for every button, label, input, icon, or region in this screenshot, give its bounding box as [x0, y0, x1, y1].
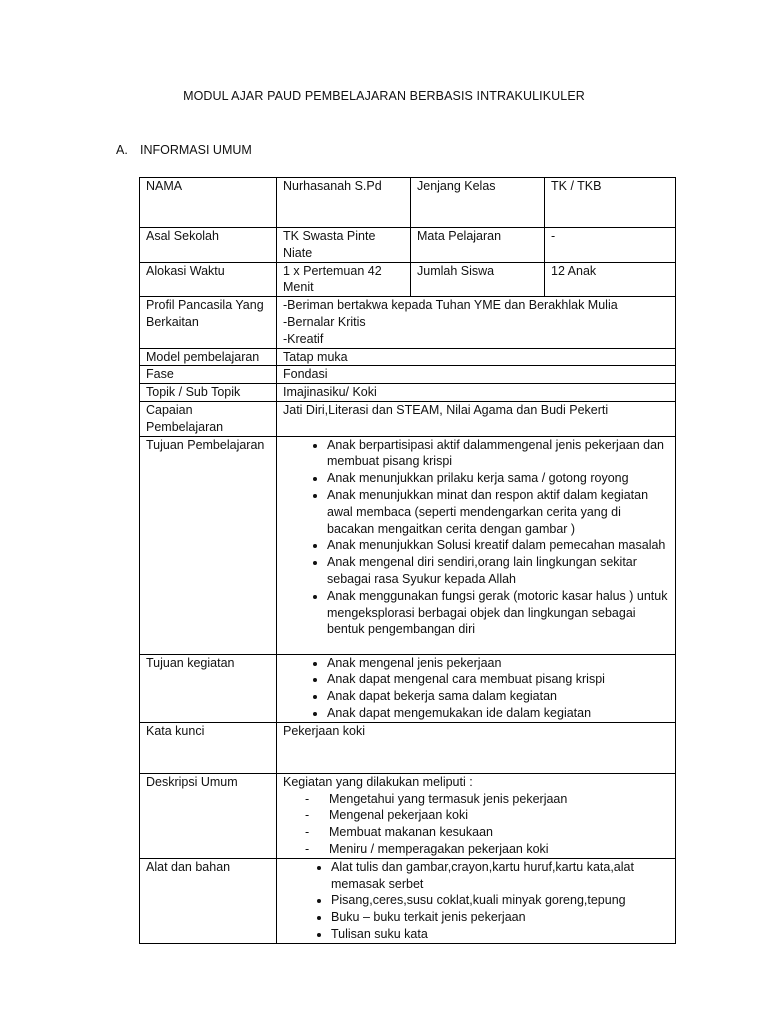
- list-item: • Anak mengenal jenis pekerjaan: [327, 655, 671, 672]
- cell-label: Asal Sekolah: [140, 228, 277, 263]
- cell-label: Alokasi Waktu: [140, 262, 277, 297]
- table-row: [140, 178, 676, 228]
- list-item: • Tulisan suku kata: [331, 926, 671, 943]
- cell-value: [277, 858, 676, 943]
- section-heading: [116, 142, 252, 159]
- table-row: [140, 348, 676, 366]
- profil-line: -Bernalar Kritis: [283, 314, 366, 329]
- dash-marker: -: [305, 841, 310, 856]
- list-item: • Anak menunjukkan prilaku kerja sama / gotong royong: [327, 470, 671, 487]
- table-row: [140, 262, 676, 297]
- list-item: • Alat tulis dan gambar,crayon,kartu huruf,kartu kata,alat memasak serbet: [331, 859, 671, 893]
- cell-value: [277, 297, 676, 348]
- cell-value: Fondasi: [277, 366, 676, 384]
- section-label: INFORMASI UMUM: [140, 143, 252, 157]
- cell-label: Alat dan bahan: [140, 858, 277, 943]
- cell-label: Tujuan Pembelajaran: [140, 436, 277, 654]
- cell-value: Jati Diri,Literasi dan STEAM, Nilai Agama dan Budi Pekerti: [277, 401, 676, 436]
- list-item: [305, 807, 671, 824]
- section-letter: A.: [116, 143, 128, 157]
- cell-value: Tatap muka: [277, 348, 676, 366]
- bullet-list: [283, 859, 671, 943]
- list-item: • Pisang,ceres,susu coklat,kuali minyak goreng,tepung: [331, 892, 671, 909]
- table-row: [140, 366, 676, 384]
- bullet-list: [283, 437, 671, 639]
- list-item: [305, 824, 671, 841]
- list-item: • Anak dapat bekerja sama dalam kegiatan: [327, 688, 671, 705]
- document-title: MODUL AJAR PAUD PEMBELAJARAN BERBASIS INTRAKULIKULER: [183, 89, 585, 103]
- profil-line: -Kreatif: [283, 331, 324, 346]
- cell-label: Profil Pancasila Yang Berkaitan: [140, 297, 277, 348]
- cell-label: Jumlah Siswa: [411, 262, 545, 297]
- list-item-text: Mengenal pekerjaan koki: [329, 808, 468, 823]
- cell-value: 12 Anak: [545, 262, 676, 297]
- table-row: [140, 858, 676, 943]
- table-row: [140, 722, 676, 773]
- cell-value: -: [545, 228, 676, 263]
- list-item: • Anak berpartisipasi aktif dalammengenal jenis pekerjaan dan membuat pisang krispi: [327, 437, 671, 471]
- cell-label: Tujuan kegiatan: [140, 654, 277, 722]
- table-row: [140, 773, 676, 858]
- cell-value: Nurhasanah S.Pd: [277, 178, 411, 228]
- list-item-text: Mengetahui yang termasuk jenis pekerjaan: [329, 791, 568, 806]
- dash-list: [283, 791, 671, 858]
- cell-value: [277, 436, 676, 654]
- table-row: [140, 384, 676, 402]
- cell-value: Imajinasiku/ Koki: [277, 384, 676, 402]
- list-item: • Anak dapat mengenal cara membuat pisang krispi: [327, 671, 671, 688]
- list-item: [305, 791, 671, 808]
- cell-value: 1 x Pertemuan 42 Menit: [277, 262, 411, 297]
- list-item: • Anak menggunakan fungsi gerak (motoric kasar halus ) untuk mengeksplorasi berbagai objek dan lingkungan sebagai bentuk pengembangan diri: [327, 588, 671, 638]
- cell-label: NAMA: [140, 178, 277, 228]
- cell-label: Topik / Sub Topik: [140, 384, 277, 402]
- profil-line: -Beriman bertakwa kepada Tuhan YME dan Berakhlak Mulia: [283, 298, 618, 313]
- cell-value: Pekerjaan koki: [277, 722, 676, 773]
- table-row: [140, 401, 676, 436]
- cell-label: Model pembelajaran: [140, 348, 277, 366]
- list-item: • Buku – buku terkait jenis pekerjaan: [331, 909, 671, 926]
- cell-label: Deskripsi Umum: [140, 773, 277, 858]
- cell-label: Capaian Pembelajaran: [140, 401, 277, 436]
- list-item: • Anak menunjukkan Solusi kreatif dalam pemecahan masalah: [327, 537, 671, 554]
- cell-label: Jenjang Kelas: [411, 178, 545, 228]
- table-row: [140, 436, 676, 654]
- cell-value: TK / TKB: [545, 178, 676, 228]
- table-row: [140, 228, 676, 263]
- cell-label: Kata kunci: [140, 722, 277, 773]
- dash-marker: -: [305, 825, 310, 840]
- cell-label: Fase: [140, 366, 277, 384]
- cell-value: TK Swasta Pinte Niate: [277, 228, 411, 263]
- cell-value: [277, 654, 676, 722]
- list-item-text: Meniru / memperagakan pekerjaan koki: [329, 841, 549, 856]
- dash-marker: -: [305, 791, 310, 806]
- list-item: • Anak menunjukkan minat dan respon aktif dalam kegiatan awal membaca (seperti mendengarkan cerita yang di bacakan mengaitkan cerita dengan gambar ): [327, 487, 671, 537]
- list-item: • Anak dapat mengemukakan ide dalam kegiatan: [327, 705, 671, 722]
- cell-label: Mata Pelajaran: [411, 228, 545, 263]
- list-item-text: Membuat makanan kesukaan: [329, 825, 493, 840]
- deskripsi-intro: Kegiatan yang dilakukan meliputi :: [283, 774, 473, 789]
- table-row: [140, 654, 676, 722]
- dash-marker: -: [305, 808, 310, 823]
- table-row: [140, 297, 676, 348]
- list-item: [305, 841, 671, 858]
- cell-value: [277, 773, 676, 858]
- list-item: • Anak mengenal diri sendiri,orang lain lingkungan sekitar sebagai rasa Syukur kepada Allah: [327, 554, 671, 588]
- info-table: [139, 177, 676, 944]
- bullet-list: [283, 655, 671, 722]
